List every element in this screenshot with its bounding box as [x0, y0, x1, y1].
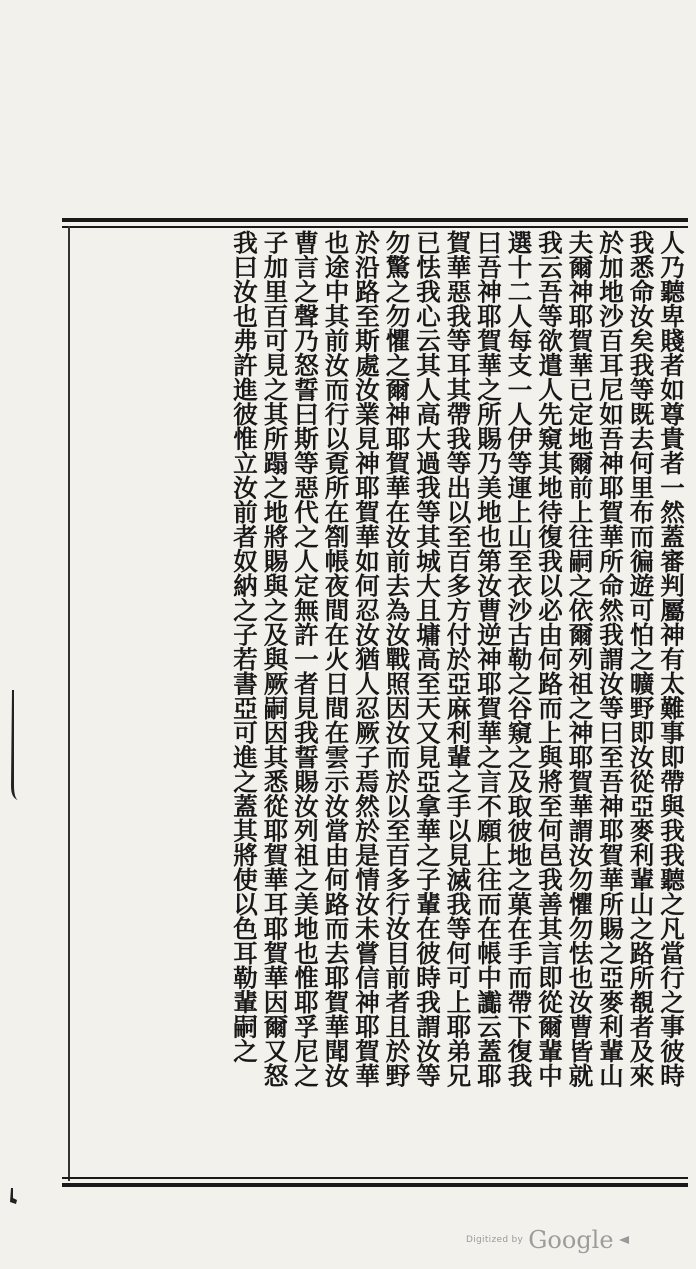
bottom-border-rule-thin	[62, 1177, 688, 1179]
text-column-13: 曹言之聲乃怒誓曰斯等惡代之人定無許一者見我誓賜汝列祖之美地也惟耶孚尼之	[291, 230, 320, 1088]
text-column-15: 我曰汝也弗許進彼惟立汝前者奴納之子若書亞可進之蓋其將使以色耳勒輩嗣之	[230, 230, 259, 1063]
top-border-rule-thin	[62, 226, 688, 228]
google-logo: Google	[528, 1226, 614, 1254]
margin-dot-mark	[8, 1188, 18, 1204]
text-column-11: 於沿路至斯處汝業見神耶賀華如何忍汝猶人忍厥子焉然於是情汝未嘗信神耶賀華	[352, 230, 381, 1088]
text-column-7: 曰吾神耶賀華之所賜乃美地也第汝曹逆神耶賀華之言不願上往而在帳中讟云蓋耶	[474, 230, 503, 1088]
text-column-2: 我悉命汝矣我等既去何里布而徧遊可怕之曠野即汝從亞麥利輩山之路所覩者及來	[626, 230, 656, 1088]
text-column-14: 子加里百可見之其所蹋之地將賜與之及與厥嗣因其悉從耶賀華耳耶賀華因爾又怒	[260, 230, 290, 1088]
top-border-rule-thick	[62, 218, 688, 222]
text-column-1: 人乃聽卑賤者如尊貴者一然蓋審判屬神有太難事即帶與我我聽之凡當行之事彼時	[657, 230, 686, 1088]
left-border-rule	[68, 226, 70, 1181]
text-column-5: 我云吾等欲遣人先窺其地待復我以必由何路而上與將至何邑我善其言即從爾輩中	[535, 230, 564, 1088]
margin-scan-mark	[10, 690, 18, 800]
watermark-arrow-icon	[619, 1236, 629, 1244]
digitization-watermark	[466, 1226, 629, 1254]
bottom-border-rule-thick	[62, 1183, 688, 1187]
text-column-8: 賀華惡我等耳其帶我等出以至百多方付於亞麻利輩之手以見滅我等何可上耶弟兄	[443, 230, 473, 1088]
vertical-text-block	[76, 230, 686, 1174]
text-column-9: 已怯我心云其人高大過我等其城大且墉高至天又見亞拿華之子輩在彼時我謂汝等	[413, 230, 442, 1088]
text-column-6: 選十二人每支一人伊等運上山至衣沙古勒之谷窺之及取彼地之菓在手而帶下復我	[504, 230, 534, 1088]
text-column-3: 於加地沙百耳尼如吾神耶賀華所命然我謂汝等曰至吾神耶賀華所賜之亞麥利輩山	[596, 230, 625, 1088]
text-column-4: 夫爾神耶賀華已定地爾前上往嗣之依爾列祖之神耶賀華謂汝勿懼勿怯也汝曹皆就	[565, 230, 595, 1088]
text-column-10: 勿驚之勿懼之爾神耶賀華在汝前去為汝戰照因汝而於以至百多行汝目前者且於野	[382, 230, 412, 1088]
digitized-by-text: Digitized by	[466, 1235, 524, 1245]
text-column-12: 也途中其前汝而行以覔所在劄帳夜間在火日間在雲示汝當由何路而去耶賀華聞汝	[321, 230, 351, 1088]
